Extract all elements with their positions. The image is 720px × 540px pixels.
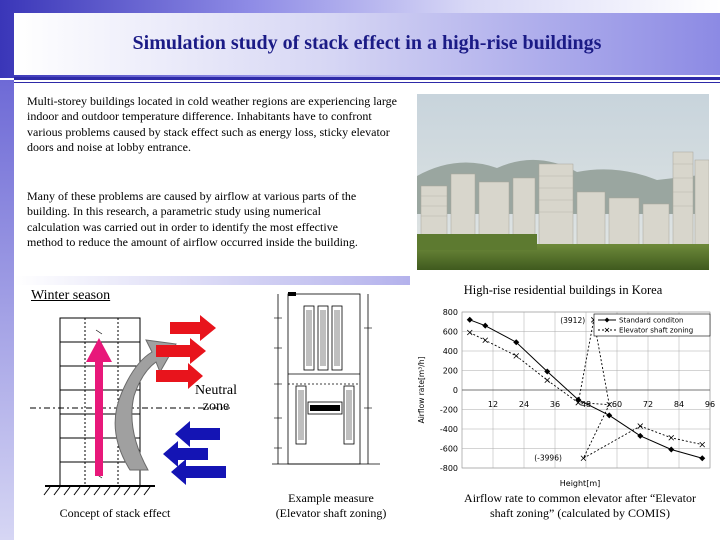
- chart-annotation: (-3996): [534, 453, 562, 463]
- measure-caption-line2: (Elevator shaft zoning): [275, 506, 387, 520]
- chart-y-tick-label: -800: [439, 464, 458, 473]
- chart-x-tick-label: 36: [549, 400, 561, 409]
- chart-y-tick-label: -400: [439, 425, 458, 434]
- chart-x-tick-label: 84: [673, 400, 685, 409]
- chart-x-axis-label: Height[m]: [559, 479, 601, 488]
- method-paragraph: Many of these problems are caused by airflow at various parts of the building. In this research, a parametric study using numerical calculation was carried out in order to identify the most effective method to reduce the amount of airflow occurred inside the building.: [27, 189, 358, 250]
- section-separator: [14, 276, 410, 285]
- chart-y-tick-label: -600: [439, 444, 458, 454]
- chart-y-tick-label: 600: [442, 327, 458, 337]
- intro-paragraph: Multi-storey buildings located in cold weather regions are experiencing large indoor and outdoor temperature difference. Inhabitants have to confront various problems caused by stack effect such as energy loss, sticky elevator doors and noise at lobby entrance.: [27, 94, 397, 155]
- chart-x-tick-label: 24: [518, 400, 530, 409]
- winter-season-label: Winter season: [31, 288, 111, 303]
- neutral-zone-label: [190, 383, 242, 415]
- chart-y-tick-label: 200: [442, 366, 458, 376]
- chart-y-tick-label: -200: [439, 405, 458, 415]
- chart-y-tick-label: 400: [442, 347, 458, 356]
- chart-x-tick-label: 60: [611, 400, 623, 409]
- chart-legend-zoning-label: Elevator shaft zoning: [619, 326, 694, 335]
- chart-y-tick-label: 0: [452, 386, 458, 395]
- chart-caption: [440, 491, 720, 521]
- chart-caption-line1: Airflow rate to common elevator after “Elevator: [464, 491, 696, 505]
- chart-y-axis-label: Airflow rate[m³/h]: [417, 356, 426, 424]
- neutral-label-line1: Neutral: [195, 383, 237, 398]
- residential-buildings-photo: [417, 94, 709, 270]
- chart-y-tick-label: 800: [442, 308, 458, 317]
- chart-x-tick-label: 96: [704, 400, 716, 409]
- chart-annotation: (3912): [560, 315, 586, 325]
- slide-title: Simulation study of stack effect in a high-rise buildings: [132, 32, 602, 54]
- photo-caption: High-rise residential buildings in Korea: [463, 283, 663, 297]
- example-measure-caption: [252, 491, 410, 521]
- chart-x-tick-label: 48: [580, 400, 592, 409]
- chart-legend-standard-label: Standard conditon: [619, 316, 684, 325]
- measure-caption-line1: Example measure: [288, 491, 374, 505]
- chart-x-tick-label: 72: [642, 400, 654, 409]
- stack-effect-caption: Concept of stack effect: [59, 506, 171, 520]
- left-accent-bar: [0, 80, 14, 540]
- elevator-shaft-zoning-drawing: [258, 288, 388, 488]
- title-rule: [14, 77, 720, 80]
- chart-x-tick-label: 12: [487, 400, 499, 409]
- chart-caption-line2: shaft zoning” (calculated by COMIS): [490, 506, 670, 520]
- neutral-label-line2: zone: [202, 399, 230, 414]
- title-rule-thin: [14, 82, 720, 83]
- airflow-rate-chart: [412, 300, 716, 490]
